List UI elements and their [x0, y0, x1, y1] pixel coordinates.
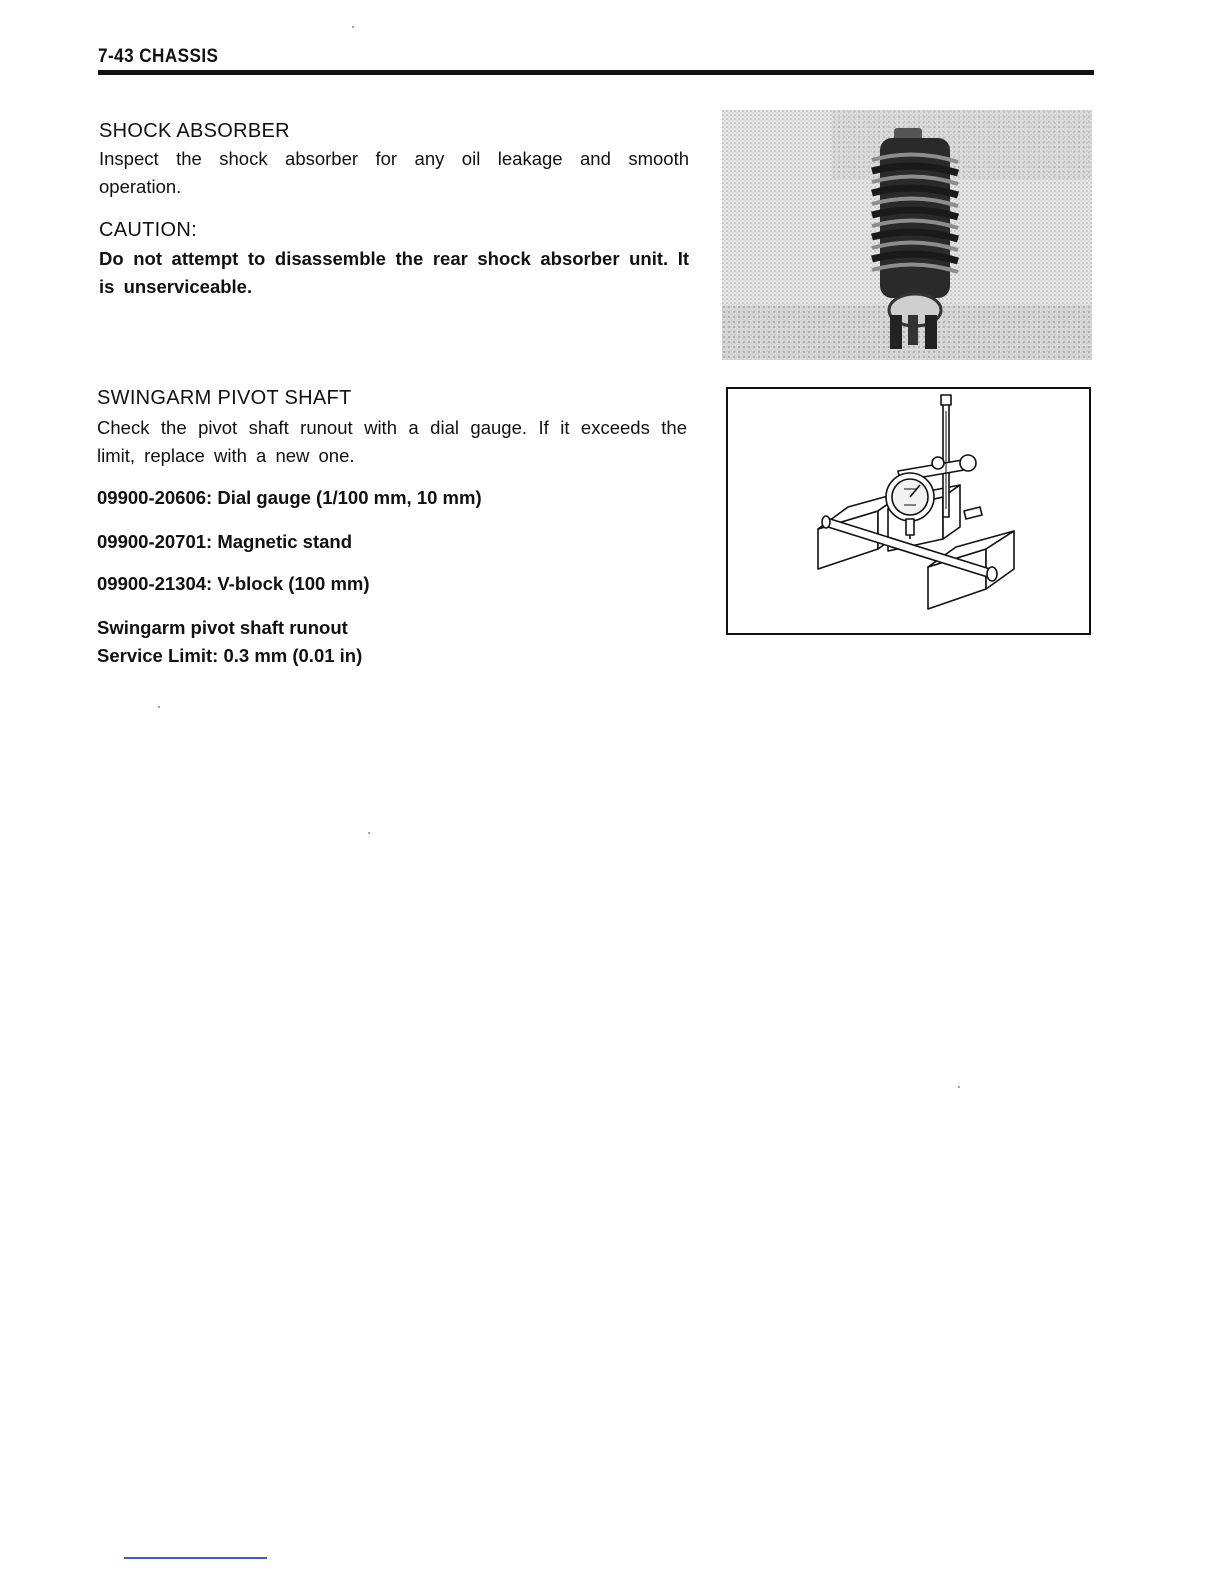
dial-gauge-setup-illustration [728, 389, 1089, 633]
tool-item [97, 531, 352, 553]
shock-absorber-heading: SHOCK ABSORBER [99, 120, 290, 142]
runout-label: Swingarm pivot shaft runout [97, 617, 348, 638]
swingarm-body: Check the pivot shaft runout with a dial gauge. If it exceeds the limit, replace with a new one. [97, 417, 687, 466]
page-title: 7-43 CHASSIS [98, 46, 219, 67]
tool-name: Magnetic stand [217, 531, 353, 552]
dial-gauge-figure [726, 387, 1091, 635]
tool-number: 09900-20606: [97, 487, 213, 508]
scan-speck [958, 1086, 960, 1088]
scan-speck [368, 832, 370, 834]
tool-number: 09900-21304: [97, 573, 213, 594]
page-header [98, 44, 1094, 78]
service-limit: Service Limit: 0.3 mm (0.01 in) [97, 645, 363, 666]
tool-number: 09900-20701: [97, 531, 213, 552]
tool-name: V-block (100 mm) [217, 573, 370, 594]
caution-body: Do not attempt to disassemble the rear shock absorber unit. It is unserviceable. [99, 248, 689, 297]
scan-speck [352, 26, 354, 28]
caution-label: CAUTION: [99, 219, 197, 241]
scan-speck [158, 706, 160, 708]
tool-name: Dial gauge (1/100 mm, 10 mm) [217, 487, 482, 508]
header-rule [98, 70, 1094, 75]
tool-item [97, 487, 482, 509]
shock-absorber-body: Inspect the shock absorber for any oil leakage and smooth operation. [99, 148, 689, 197]
shock-absorber-photo [722, 110, 1092, 360]
footer-rule [124, 1557, 267, 1559]
tool-item [97, 573, 370, 595]
swingarm-heading: SWINGARM PIVOT SHAFT [97, 387, 352, 409]
